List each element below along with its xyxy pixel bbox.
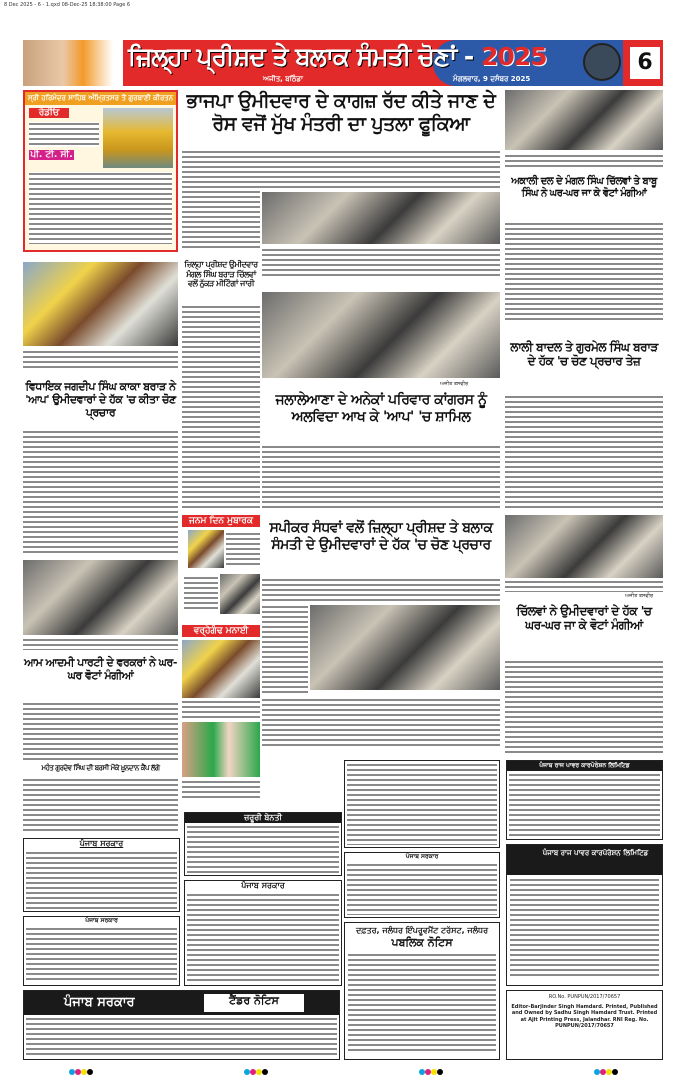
public-notice-office: ਦਫ਼ਤਰ, ਜਲੰਧਰ ਇੰਪਰੂਵਮੈਂਟ ਟਰੱਸਟ, ਜਲੰਧਰ <box>355 926 489 935</box>
edition-label: ਅਜੀਤ, ਬਠਿੰਡਾ <box>263 75 304 83</box>
govt-notice-2 <box>23 916 180 986</box>
issue-date: ਮੰਗਲਵਾਰ, 9 ਦਸੰਬਰ 2025 <box>453 75 531 83</box>
banner-title <box>128 42 547 72</box>
headline-jalaleana: ਜਲਾਲੇਆਣਾ ਦੇ ਅਨੇਕਾਂ ਪਰਿਵਾਰ ਕਾਂਗਰਸ ਨੂੰ ਅਲਵਿਦਾ ਆਖ ਕੇ 'ਆਪ' 'ਚ ਸ਼ਾਮਿਲ <box>275 392 487 425</box>
anniversary-label: ਵਰ੍ਹੇਗੰਢ ਮਨਾਈ <box>182 625 260 637</box>
section-banner <box>23 40 663 86</box>
imprint-box <box>506 990 663 1060</box>
tender-table-notice <box>344 760 500 848</box>
govt-notice-4-title: ਪੰਜਾਬ ਸਰਕਾਰ <box>405 853 439 860</box>
tender-govt-title: ਪੰਜਾਬ ਸਰਕਾਰ <box>64 995 135 1010</box>
public-notice-title: ਪਬਲਿਕ ਨੋਟਿਸ <box>391 936 453 949</box>
speaker-meeting-photo <box>310 605 500 690</box>
couple-photo <box>182 722 260 777</box>
power-corp-title: ਪੰਜਾਬ ਰਾਜ ਪਾਵਰ ਕਾਰਪੋਰੇਸ਼ਨ ਲਿਮਿਟਿਡ <box>507 845 662 875</box>
headline-main: ਭਾਜਪਾ ਉਮੀਦਵਾਰ ਦੇ ਕਾਗਜ਼ ਰੱਦ ਕੀਤੇ ਜਾਣ ਦੇ ਰੋਸ ਵਜੋਂ ਮੁੱਖ ਮੰਤਰੀ ਦਾ ਪੁਤਲਾ ਫੂਕਿਆ <box>186 90 496 135</box>
headline-aap-workers: ਆਮ ਆਦਮੀ ਪਾਰਟੀ ਦੇ ਵਰਕਰਾਂ ਨੇ ਘਰ-ਘਰ ਵੋਟਾਂ ਮੰਗੀਆਂ <box>24 656 177 683</box>
tender-notice <box>23 990 340 1060</box>
akali-candidates-photo <box>505 90 663 150</box>
request-title: ਜ਼ਰੂਰੀ ਬੇਨਤੀ <box>185 813 341 823</box>
govt-notice-3 <box>184 880 342 986</box>
govt-notice-2-title: ਪੰਜਾਬ ਸਰਕਾਰ <box>85 917 118 924</box>
anniversary-photo <box>182 640 260 698</box>
headline-chilwan: ਚਿੱਲਵਾਂ ਨੇ ਉਮੀਦਵਾਰਾਂ ਦੇ ਹੱਕ 'ਚ ਘਰ-ਘਰ ਜਾ ਕੇ ਵੋਟਾਂ ਮੰਗੀਆਂ <box>516 604 652 633</box>
page-number: 6 <box>630 47 660 79</box>
jalaleana-photo <box>262 292 500 378</box>
meeting-photo <box>23 262 178 346</box>
golden-temple-photo <box>103 108 173 168</box>
govt-notice-1-title: ਪੰਜਾਬ ਸਰਕਾਰ <box>79 839 124 848</box>
banner-year: 2025 <box>480 42 547 71</box>
headline-lali: ਲਾਲੀ ਬਾਦਲ ਤੇ ਗੁਰਮੇਲ ਸਿੰਘ ਬਰਾੜ ਦੇ ਹੱਕ 'ਚ ਚੋਣ ਪ੍ਰਚਾਰ ਤੇਜ਼ <box>510 340 658 369</box>
radio-label: ਰੇਡੀਓ <box>29 108 69 118</box>
birthday-photo-2 <box>220 574 260 614</box>
photo-credit-2: ਅਜੀਤ ਤਸਵੀਰ <box>625 593 654 599</box>
request-notice <box>184 812 342 876</box>
public-notice <box>344 922 500 1060</box>
imprint-text: Editor-Barjinder Singh Hamdard. Printed, Published and Owned by Sadhu Singh Hamdard Trust. Printed at Ajit Printing Press, Jalandhar. RNI Reg. No. PUNPUN/2017/70657 <box>511 1003 658 1029</box>
banner-title-text: ਜ਼ਿਲ੍ਹਾ ਪ੍ਰੀਸ਼ਦ ਤੇ ਬਲਾਕ ਸੰਮਤੀ ਚੋਣਾਂ - <box>128 42 474 71</box>
power-corp-notice <box>506 844 663 986</box>
aap-workers-photo <box>23 560 178 635</box>
photo-credit: ਅਜੀਤ ਤਸਵੀਰ <box>440 381 469 387</box>
headline-vidhayak: ਵਿਧਾਇਕ ਜਗਦੀਪ ਸਿੰਘ ਕਾਕਾ ਬਰਾੜ ਨੇ 'ਆਪ' ਉਮੀਦਵਾਰਾਂ ਦੇ ਹੱਕ 'ਚ ਕੀਤਾ ਚੋਣ ਪ੍ਰਚਾਰ <box>25 380 176 420</box>
kirtan-title: ਸ੍ਰੀ ਹਰਿਮੰਦਰ ਸਾਹਿਬ ਅੰਮ੍ਰਿਤਸਰ ਤੋਂ ਗੁਰਬਾਣੀ ਕੀਰਤਨ <box>25 92 176 105</box>
headline-mangal: ਜ਼ਿਲ੍ਹਾ ਪ੍ਰੀਸ਼ਦ ਉਮੀਦਵਾਰ ਮੰਗਲ ਸਿੰਘ ਬਰਾੜ ਚਿੱਲਵਾਂ ਵਲੋਂ ਨੁੱਕੜ ਮੀਟਿੰਗਾਂ ਜਾਰੀ <box>184 260 258 289</box>
headline-speaker: ਸਪੀਕਰ ਸੰਧਵਾਂ ਵਲੋਂ ਜ਼ਿਲ੍ਹਾ ਪ੍ਰੀਸ਼ਦ ਤੇ ਬਲਾਕ ਸੰਮਤੀ ਦੇ ਉਮੀਦਵਾਰਾਂ ਦੇ ਹੱਕ 'ਚ ਚੋਣ ਪ੍ਰਚਾਰ <box>269 520 493 553</box>
ballot-icon <box>583 43 621 81</box>
birthday-label: ਜਨਮ ਦਿਨ ਮੁਬਾਰਕ <box>182 515 260 527</box>
tender-title: ਟੈਂਡਰ ਨੋਟਿਸ <box>204 994 304 1012</box>
campaign-photo <box>505 515 663 578</box>
effigy-protest-photo <box>262 192 500 244</box>
headline-akali: ਅਕਾਲੀ ਦਲ ਦੇ ਮੰਗਲ ਸਿੰਘ ਚਿੱਲਵਾਂ ਤੇ ਬਾਬੂ ਸਿੰਘ ਨੇ ਘਰ-ਘਰ ਜਾ ਕੇ ਵੋਟਾਂ ਮੰਗੀਆਂ <box>511 176 657 199</box>
birthday-photo-1 <box>188 530 224 568</box>
ro-number: RO.No. PUNPUN/2017/70657 <box>548 994 621 1000</box>
pspcl-notice <box>506 760 663 840</box>
print-slug: 8 Dec 2025 - 6 - 1.qxd 08-Dec-25 18:38:00 Page 6 <box>4 2 131 8</box>
govt-notice-1 <box>23 838 180 912</box>
govt-notice-3-title: ਪੰਜਾਬ ਸਰਕਾਰ <box>241 881 285 890</box>
ptc-label: ਪੀ. ਟੀ. ਸੀ. <box>30 150 73 160</box>
voters-photo <box>23 40 123 86</box>
pspcl-title: ਪੰਜਾਬ ਰਾਜ ਪਾਵਰ ਕਾਰਪੋਰੇਸ਼ਨ ਲਿਮਿਟਿਡ <box>507 761 662 771</box>
kirtan-schedule-box <box>23 90 178 252</box>
print-color-bar <box>23 1066 663 1072</box>
govt-notice-4 <box>344 852 500 918</box>
headline-mahant: ਮਹੰਤ ਗੁਰਦੇਵ ਸਿੰਘ ਦੀ ਬਰਸੀ ਮੌਕੇ ਖ਼ੂਨਦਾਨ ਕੈਂਪ ਲੱਗੇ <box>41 764 160 772</box>
